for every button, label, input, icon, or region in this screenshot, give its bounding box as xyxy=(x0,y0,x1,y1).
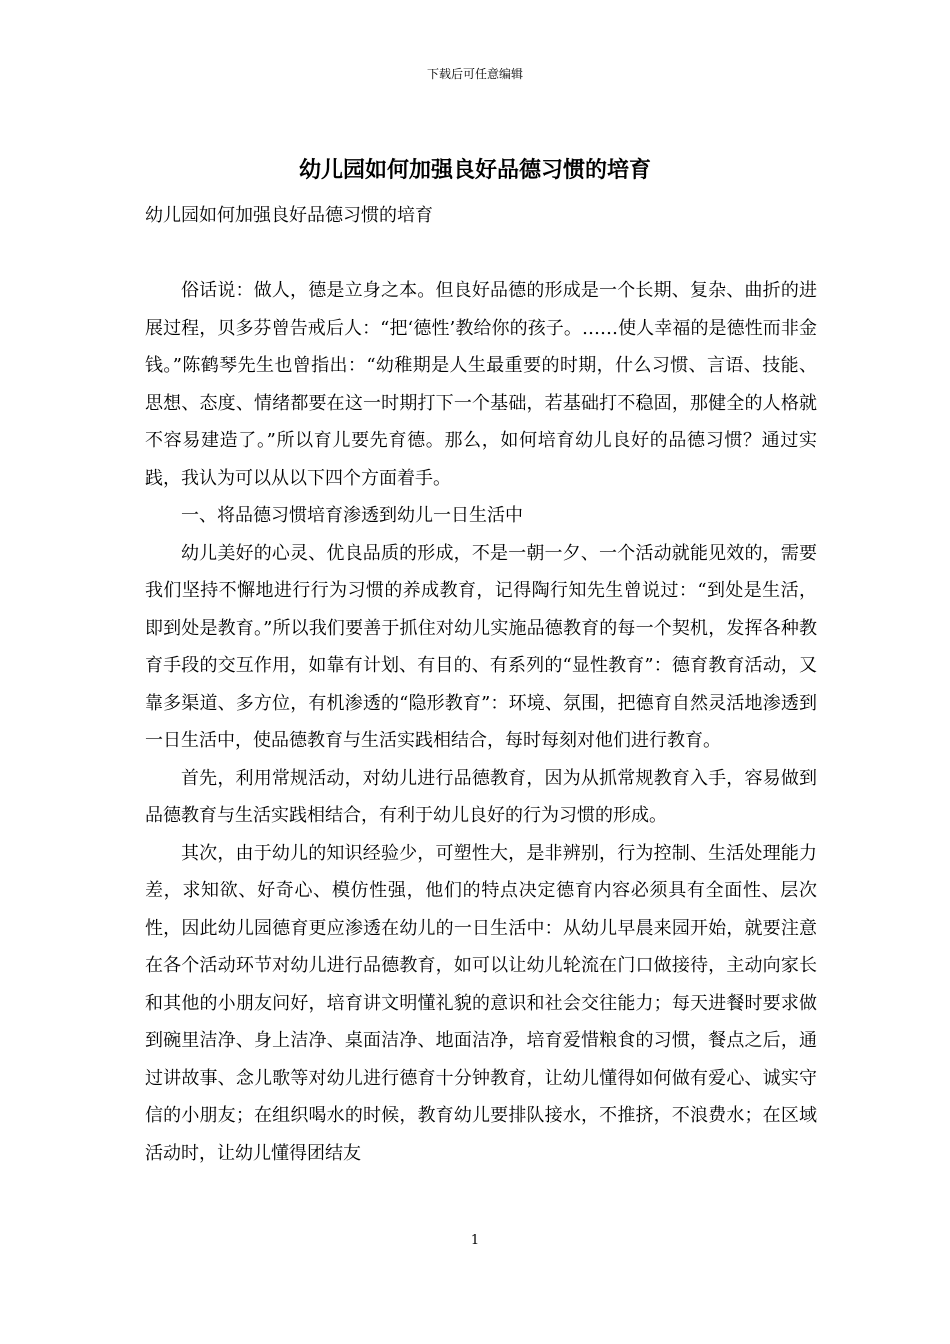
document-title: 幼儿园如何加强良好品德习惯的培育 xyxy=(298,157,651,183)
document-subtitle: 幼儿园如何加强良好品德习惯的培育 xyxy=(145,205,433,226)
page-header: 下载后可任意编辑 xyxy=(426,67,523,81)
paragraph: 首先，利用常规活动，对幼儿进行品德教育，因为从抓常规教育入手，容易做到品德教育与生活实践相结合，有利于幼儿良好的行为习惯的形成。 xyxy=(145,767,817,826)
paragraph: 其次，由于幼儿的知识经验少，可塑性大，是非辨别，行为控制、生活处理能力差，求知欲、好奇心、模仿性强，他们的特点决定德育内容必须具有全面性、层次性，因此幼儿园德育更应渗透在幼儿的一日生活中：从幼儿早晨来园开始，就要注意在各个活动环节对幼儿进行品德教育，如可以让幼儿轮流在门口做接待，主动向家长和其他的小朋友问好，培育讲文明懂礼貌的意识和社会交往能力；每天进餐时要求做到碗里洁净、身上洁净、桌面洁净、地面洁净，培育爱惜粮食的习惯，餐点之后，通过讲故事、念儿歌等对幼儿进行德育十分钟教育，让幼儿懂得如何做有爱心、诚实守信的小朋友；在组织喝水的时候，教育幼儿要排队接水，不推挤，不浪费水；在区域活动时，让幼儿懂得团结友 xyxy=(145,842,817,1164)
blank-line xyxy=(145,235,817,273)
document-body xyxy=(145,197,817,1172)
section-heading: 一、将品德习惯培育渗透到幼儿一日生活中 xyxy=(181,505,523,526)
paragraph: 俗话说：做人，德是立身之本。但良好品德的形成是一个长期、复杂、曲折的进展过程，贝多芬曾告戒后人：“把‘德性’教给你的孩子。……使人幸福的是德性而非金钱。”陈鹤琴先生也曾指出：“幼稚期是人生最重要的时期，什么习惯、言语、技能、思想、态度、情绪都要在这一时期打下一个基础，若基础打不稳固，那健全的人格就不容易建造了。”所以育儿要先育德。那么，如何培育幼儿良好的品德习惯？通过实践，我认为可以从以下四个方面着手。 xyxy=(145,280,817,489)
paragraph: 幼儿美好的心灵、优良品质的形成，不是一朝一夕、一个活动就能见效的，需要我们坚持不懈地进行行为习惯的养成教育，记得陶行知先生曾说过：“到处是生活，即到处是教育。”所以我们要善于抓住对幼儿实施品德教育的每一个契机，发挥各种教育手段的交互作用，如靠有计划、有目的、有系列的“显性教育”：德育教育活动，又靠多渠道、多方位，有机渗透的“隐形教育”：环境、氛围，把德育自然灵活地渗透到一日生活中，使品德教育与生活实践相结合，每时每刻对他们进行教育。 xyxy=(145,542,817,751)
page-number: 1 xyxy=(470,1233,480,1248)
